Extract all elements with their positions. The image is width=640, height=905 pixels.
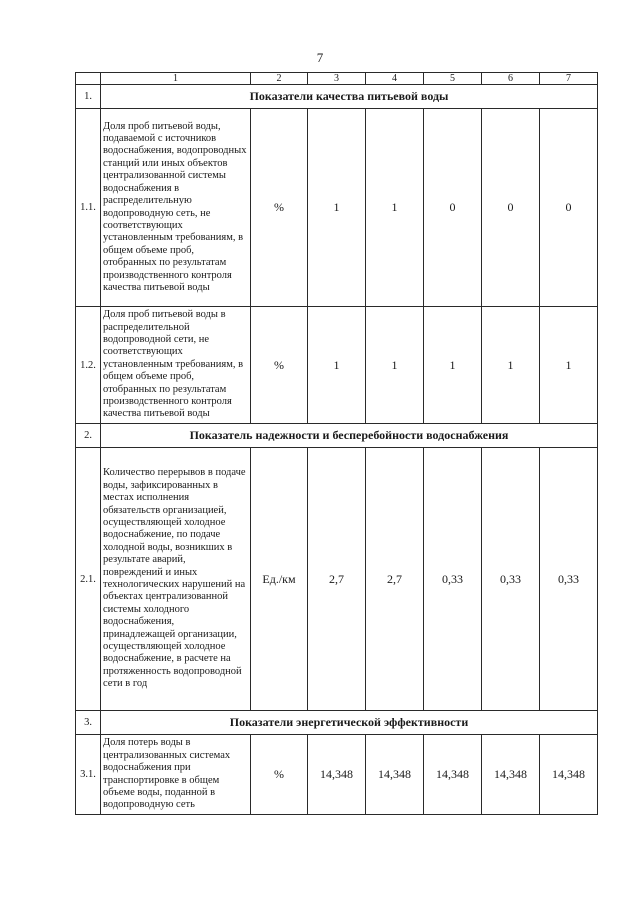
section-number: 3.: [76, 711, 101, 735]
indicator-value: 1: [308, 307, 366, 424]
column-number-cell: [76, 73, 101, 85]
section-header-row: [76, 85, 598, 109]
section-title: Показатель надежности и бесперебойности водоснабжения: [101, 424, 598, 448]
column-number-cell: 2: [251, 73, 308, 85]
section-header-row: [76, 424, 598, 448]
page-number: 7: [316, 50, 324, 65]
section-title: Показатели качества питьевой воды: [101, 85, 598, 109]
indicator-value: 2,7: [366, 448, 424, 711]
indicator-value: 0: [424, 109, 482, 307]
indicator-value: 0,33: [482, 448, 540, 711]
table-body: [76, 73, 598, 815]
column-number-cell: 7: [540, 73, 598, 85]
section-title: Показатели энергетической эффективности: [101, 711, 598, 735]
indicator-unit: %: [251, 307, 308, 424]
indicator-value: 1: [482, 307, 540, 424]
indicator-value: 1: [366, 307, 424, 424]
indicator-value: 0,33: [424, 448, 482, 711]
indicator-value: 14,348: [308, 735, 366, 815]
indicator-row: [76, 735, 598, 815]
indicator-value: 0: [482, 109, 540, 307]
indicator-value: 1: [366, 109, 424, 307]
column-number-cell: 3: [308, 73, 366, 85]
section-header-row: [76, 711, 598, 735]
column-number-row: [76, 73, 598, 85]
indicator-unit: Ед./км: [251, 448, 308, 711]
indicator-number: 1.1.: [76, 109, 101, 307]
section-number: 2.: [76, 424, 101, 448]
indicator-value: 14,348: [366, 735, 424, 815]
section-number: 1.: [76, 85, 101, 109]
indicator-row: [76, 448, 598, 711]
indicator-unit: %: [251, 735, 308, 815]
column-number-cell: 6: [482, 73, 540, 85]
indicator-value: 1: [540, 307, 598, 424]
indicator-value: 0: [540, 109, 598, 307]
column-number-cell: 4: [366, 73, 424, 85]
indicator-value: 2,7: [308, 448, 366, 711]
indicator-value: 0,33: [540, 448, 598, 711]
column-number-cell: 5: [424, 73, 482, 85]
indicator-description: Доля проб питьевой воды в распределительной водопроводной сети, не соответствующих установленным требованиям, в общем объеме проб, отобранных по результатам производственного контроля качества питьевой воды: [101, 307, 251, 424]
indicator-value: 1: [424, 307, 482, 424]
indicator-value: 1: [308, 109, 366, 307]
indicator-number: 3.1.: [76, 735, 101, 815]
indicator-value: 14,348: [482, 735, 540, 815]
indicator-row: [76, 109, 598, 307]
indicator-number: 2.1.: [76, 448, 101, 711]
indicator-description: Количество перерывов в подаче воды, зафиксированных в местах исполнения обязательств организацией, осуществляющей холодное водоснабжение, по подаче холодной воды, возникших в результате аварий, повреждений и иных технологических нарушений на объектах централизованной системы холодного водоснабжения, принадлежащей организации, осуществляющей холодное водоснабжение, в расчете на протяженность водопроводной сети в год: [101, 448, 251, 711]
indicators-table: [75, 72, 598, 815]
indicator-unit: %: [251, 109, 308, 307]
indicator-number: 1.2.: [76, 307, 101, 424]
indicator-description: Доля проб питьевой воды, подаваемой с источников водоснабжения, водопроводных станций или иных объектов централизованной системы водоснабжения в распределительную водопроводную сеть, не соответствующих установленным требованиям, в общем объеме проб, отобранных по результатам производственного контроля качества питьевой воды: [101, 109, 251, 307]
indicator-value: 14,348: [540, 735, 598, 815]
indicator-description: Доля потерь воды в централизованных системах водоснабжения при транспортировке в общем объеме воды, поданной в водопроводную сеть: [101, 735, 251, 815]
column-number-cell: 1: [101, 73, 251, 85]
indicator-row: [76, 307, 598, 424]
indicator-value: 14,348: [424, 735, 482, 815]
